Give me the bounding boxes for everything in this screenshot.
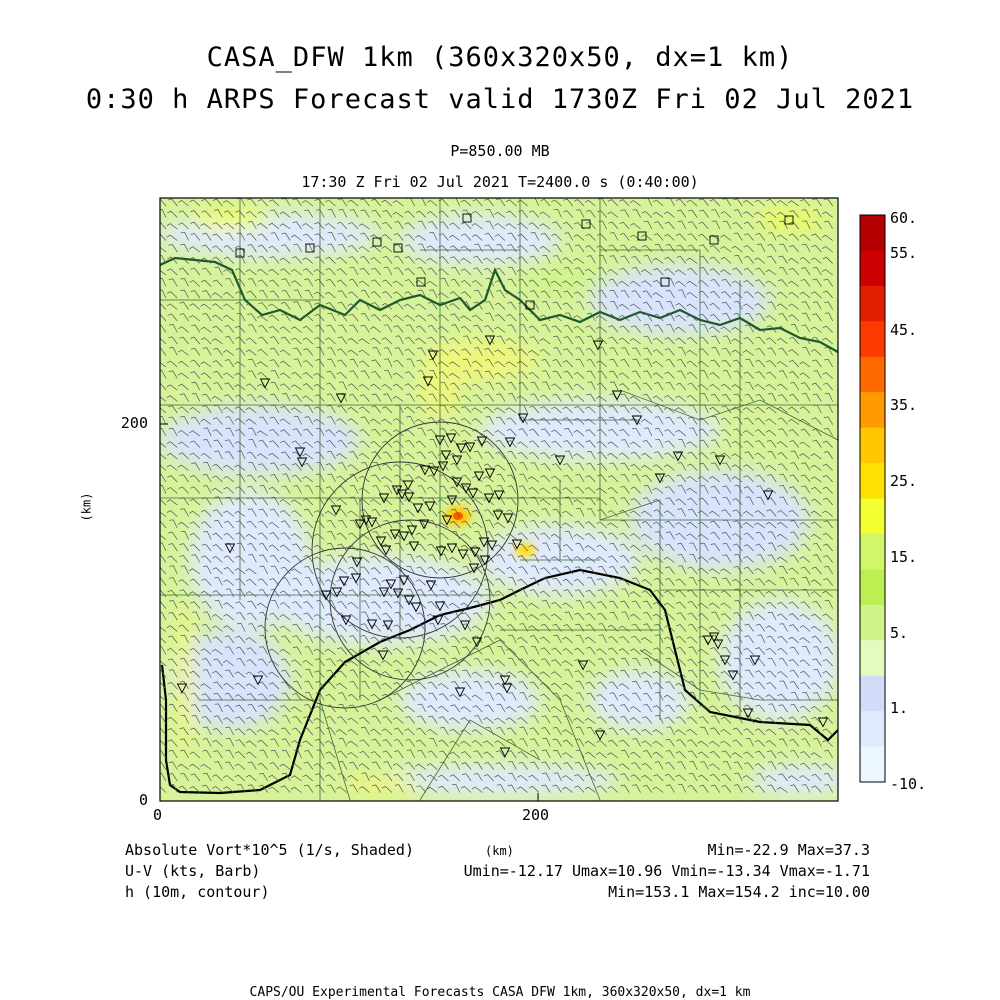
x-axis-unit: (km)	[485, 844, 514, 858]
vorticity-peak	[453, 512, 463, 520]
colorbar-swatch	[860, 499, 885, 535]
colorbar-label: 55.	[890, 244, 918, 262]
colorbar-label: 1.	[890, 699, 909, 717]
colorbar-swatch	[860, 463, 885, 499]
colorbar-swatch	[860, 286, 885, 322]
colorbar-swatch	[860, 428, 885, 464]
colorbar-label: 25.	[890, 472, 918, 490]
colorbar-swatch	[860, 534, 885, 570]
height-label: h (10m, contour)	[125, 883, 270, 901]
vorticity-range: Min=-22.9 Max=37.3	[707, 841, 870, 859]
wind-range: Umin=-12.17 Umax=10.96 Vmin=-13.34 Vmax=-1.71	[463, 862, 870, 880]
colorbar-label: 60.	[890, 209, 918, 227]
colorbar	[860, 215, 885, 783]
colorbar-label: 5.	[890, 624, 909, 642]
colorbar-swatch	[860, 747, 885, 783]
colorbar-swatch	[860, 711, 885, 747]
title-line-2: 0:30 h ARPS Forecast valid 1730Z Fri 02 Jul 2021	[85, 84, 915, 115]
colorbar-label: 45.	[890, 321, 918, 339]
colorbar-label: 15.	[890, 548, 918, 566]
vorticity-label: Absolute Vort*10^5 (1/s, Shaded)	[125, 841, 414, 859]
colorbar-swatch	[860, 605, 885, 641]
colorbar-label: 35.	[890, 396, 918, 414]
colorbar-swatch	[860, 569, 885, 605]
valid-time-line: 17:30 Z Fri 02 Jul 2021 T=2400.0 s (0:40:00)	[301, 173, 699, 191]
title-line-1: CASA_DFW 1km (360x320x50, dx=1 km)	[206, 42, 794, 73]
x-tick-0: 0	[153, 806, 163, 824]
y-axis-unit: (km)	[79, 492, 94, 522]
colorbar-swatch	[860, 676, 885, 712]
footer-credit: CAPS/OU Experimental Forecasts CASA DFW 1km, 360x320x50, dx=1 km	[249, 985, 751, 1000]
colorbar-swatch	[860, 357, 885, 393]
colorbar-swatch	[860, 215, 885, 251]
plot-area	[155, 198, 850, 801]
colorbar-swatch	[860, 640, 885, 676]
height-range: Min=153.1 Max=154.2 inc=10.00	[608, 883, 870, 901]
y-tick-0: 0	[138, 791, 148, 809]
x-tick-200: 200	[522, 806, 550, 824]
y-tick-200: 200	[120, 414, 148, 432]
wind-label: U-V (kts, Barb)	[125, 862, 261, 880]
pressure-level: P=850.00 MB	[450, 142, 550, 160]
colorbar-label: -10.	[890, 775, 927, 793]
colorbar-swatch	[860, 321, 885, 357]
colorbar-swatch	[860, 392, 885, 428]
colorbar-swatch	[860, 250, 885, 286]
